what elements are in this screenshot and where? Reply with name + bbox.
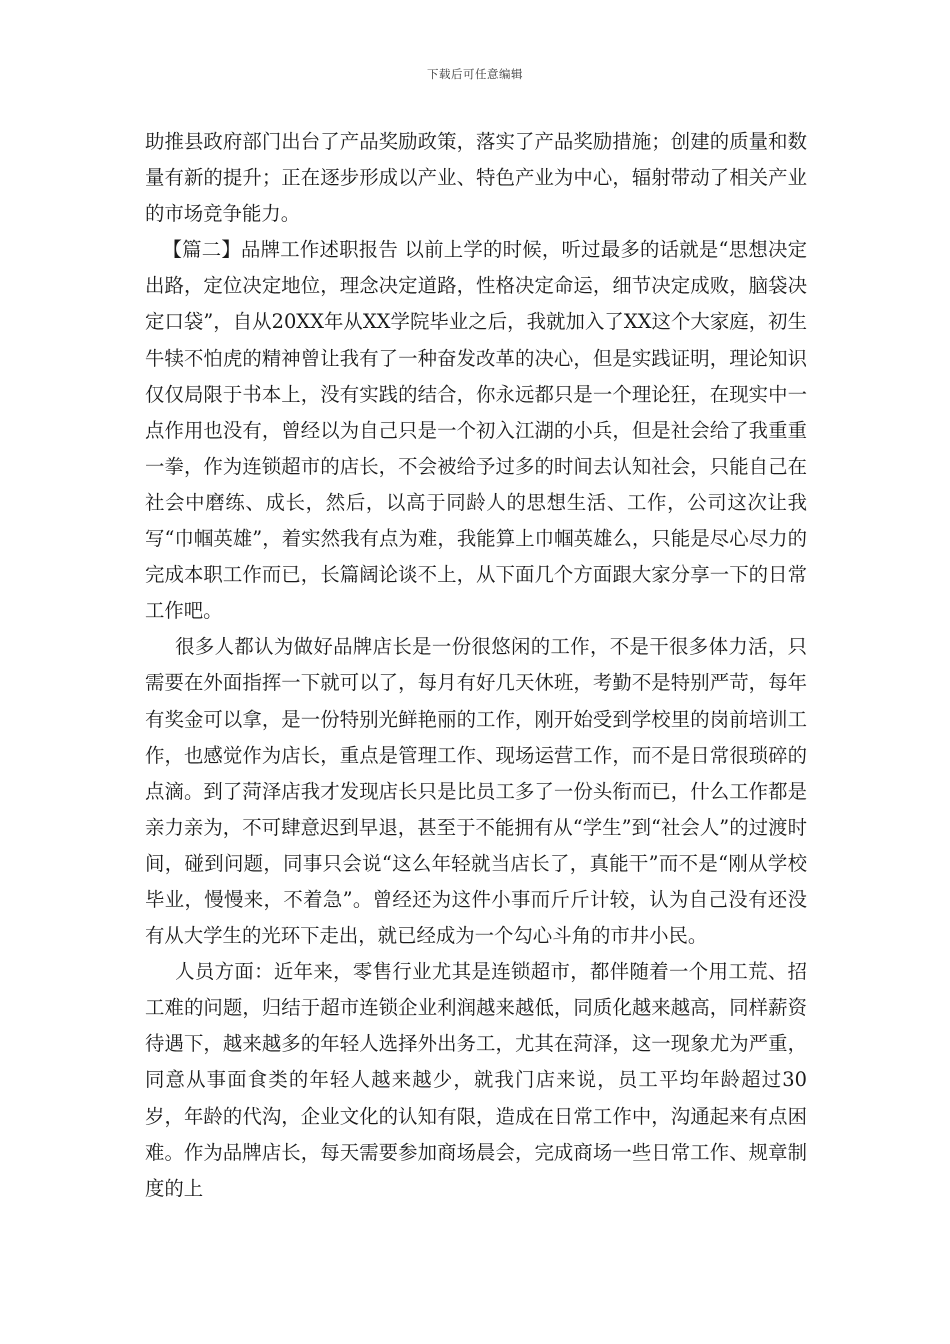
page-header: 下载后可任意编辑 <box>427 67 523 81</box>
paragraph-2: 【篇二】品牌工作述职报告 以前上学的时候，听过最多的话就是“思想决定出路，定位决定地位，理念决定道路，性格决定命运，细节决定成败，脑袋决定口袋”，自从20XX年从XX学院毕业之后，我就加入了XX这个大家庭，初生牛犊不怕虎的精神曾让我有了一种奋发改革的决心，但是实践证明，理论知识仅仅局限于书本上，没有实践的结合，你永远都只是一个理论狂，在现实中一点作用也没有，曾经以为自己只是一个初入江湖的小兵，但是社会给了我重重一拳，作为连锁超市的店长，不会被给予过多的时间去认知社会，只能自己在社会中磨练、成长，然后，以高于同龄人的思想生活、工作，公司这次让我写“巾帼英雄”，着实然我有点为难，我能算上巾帼英雄么，只能是尽心尽力的完成本职工作而已，长篇阔论谈不上，从下面几个方面跟大家分享一下的日常工作吧。 <box>145 238 807 623</box>
paragraph-4: 人员方面：近年来，零售行业尤其是连锁超市，都伴随着一个用工荒、招工难的问题，归结于超市连锁企业利润越来越低，同质化越来越高，同样薪资待遇下，越来越多的年轻人选择外出务工，尤其在菏泽，这一现象尤为严重，同意从事面食类的年轻人越来越少，就我门店来说，员工平均年龄超过30岁，年龄的代沟，企业文化的认知有限，造成在日常工作中，沟通起来有点困难。作为品牌店长，每天需要参加商场晨会，完成商场一些日常工作、规章制度的上 <box>145 960 807 1200</box>
paragraph-1: 助推县政府部门出台了产品奖励政策，落实了产品奖励措施；创建的质量和数量有新的提升；正在逐步形成以产业、特色产业为中心，辐射带动了相关产业的市场竞争能力。 <box>145 130 807 226</box>
document-body <box>145 124 807 1207</box>
paragraph-3: 很多人都认为做好品牌店长是一份很悠闲的工作，不是干很多体力活，只需要在外面指挥一下就可以了，每月有好几天休班，考勤不是特别严苛，每年有奖金可以拿，是一份特别光鲜艳丽的工作，刚开始受到学校里的岗前培训工作，也感觉作为店长，重点是管理工作、现场运营工作，而不是日常很琐碎的点滴。到了菏泽店我才发现店长只是比员工多了一份头衔而已，什么工作都是亲力亲为，不可肆意迟到早退，甚至于不能拥有从“学生”到“社会人”的过渡时间，碰到问题，同事只会说“这么年轻就当店长了，真能干”而不是“刚从学校毕业，慢慢来，不着急”。曾经还为这件小事而斤斤计较，认为自己没有还没有从大学生的光环下走出，就已经成为一个勾心斗角的市井小民。 <box>145 635 807 948</box>
